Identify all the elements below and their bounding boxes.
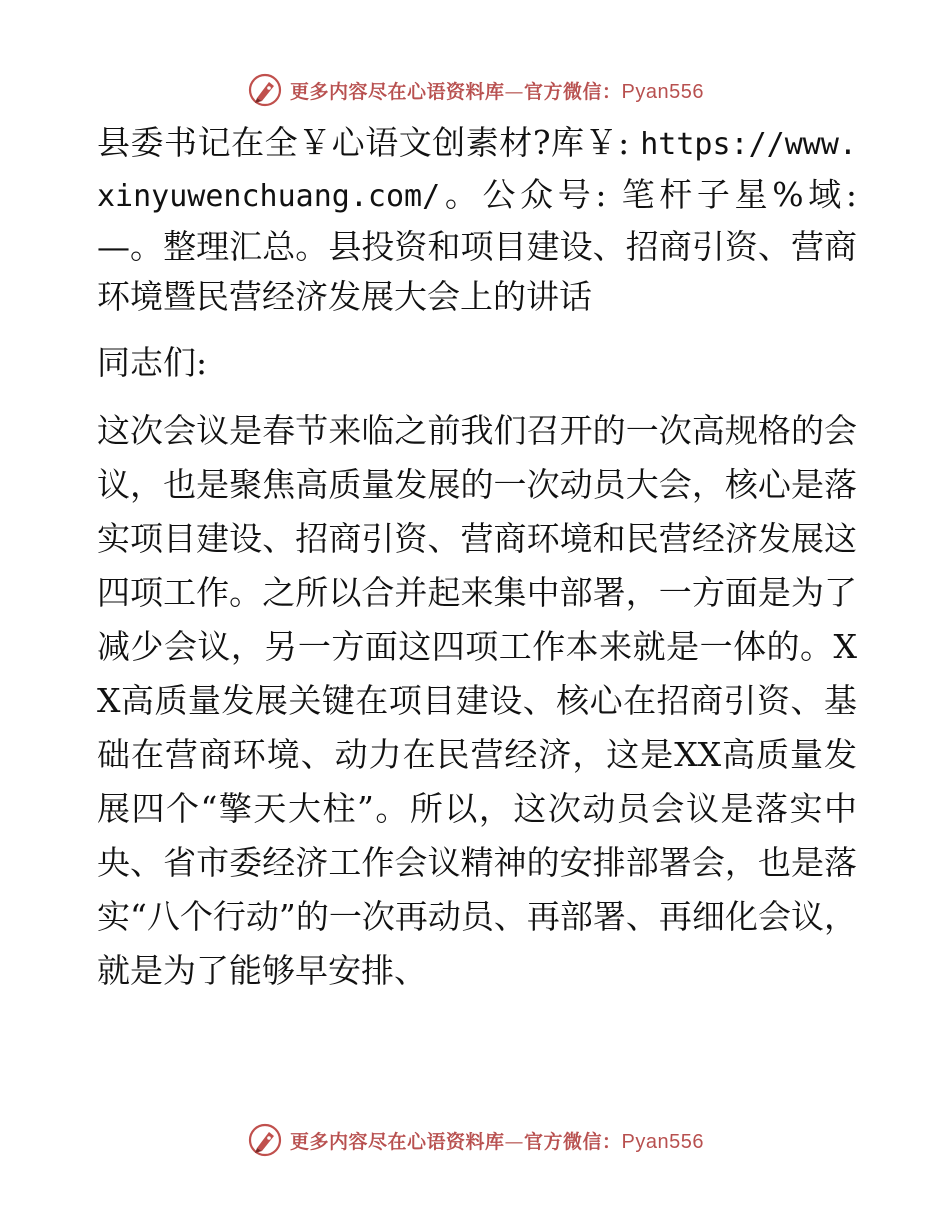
title-url: https://www.xinyuwenchuang.com/: [97, 127, 857, 214]
document-body: [97, 118, 857, 998]
watermark-wechat-id: Pyan556: [621, 80, 704, 103]
watermark-separator: —: [504, 80, 525, 103]
watermark-wechat-id: Pyan556: [621, 1130, 704, 1153]
watermark-wechat-label: 官方微信：: [524, 80, 622, 103]
title-part-2: 。公众号: 笔杆子星%域:—。整理汇总。县投资和项目建设、招商引资、营商环境暨民营经济发展大会上的讲话: [97, 175, 857, 316]
document-title: [97, 118, 857, 322]
watermark-banner-bottom: [0, 1118, 950, 1162]
pen-nib-icon: [246, 71, 284, 109]
watermark-wechat-label: 官方微信：: [524, 1130, 622, 1153]
paragraph-1: 这次会议是春节来临之前我们召开的一次高规格的会议，也是聚焦高质量发展的一次动员大会，核心是落实项目建设、招商引资、营商环境和民营经济发展这四项工作。之所以合并起来集中部署，一方面是为了减少会议，另一方面这四项工作本来就是一体的。XX高质量发展关键在项目建设、核心在招商引资、基础在营商环境、动力在民营经济，这是XX高质量发展四个“擎天大柱”。所以，这次动员会议是落实中央、省市委经济工作会议精神的安排部署会，也是落实“八个行动”的一次再动员、再部署、再细化会议，就是为了能够早安排、: [97, 411, 857, 990]
greeting: 同志们:: [97, 343, 208, 382]
pen-nib-icon: [246, 1121, 284, 1159]
watermark-separator: —: [504, 1130, 525, 1153]
watermark-brand: 更多内容尽在心语资料库: [290, 80, 505, 103]
title-part-1: 县委书记在全￥心语文创素材?库￥:: [97, 123, 641, 162]
watermark-banner-top: [0, 68, 950, 112]
watermark-brand: 更多内容尽在心语资料库: [290, 1130, 505, 1153]
watermark-text: [290, 77, 704, 104]
watermark-text: [290, 1127, 704, 1154]
